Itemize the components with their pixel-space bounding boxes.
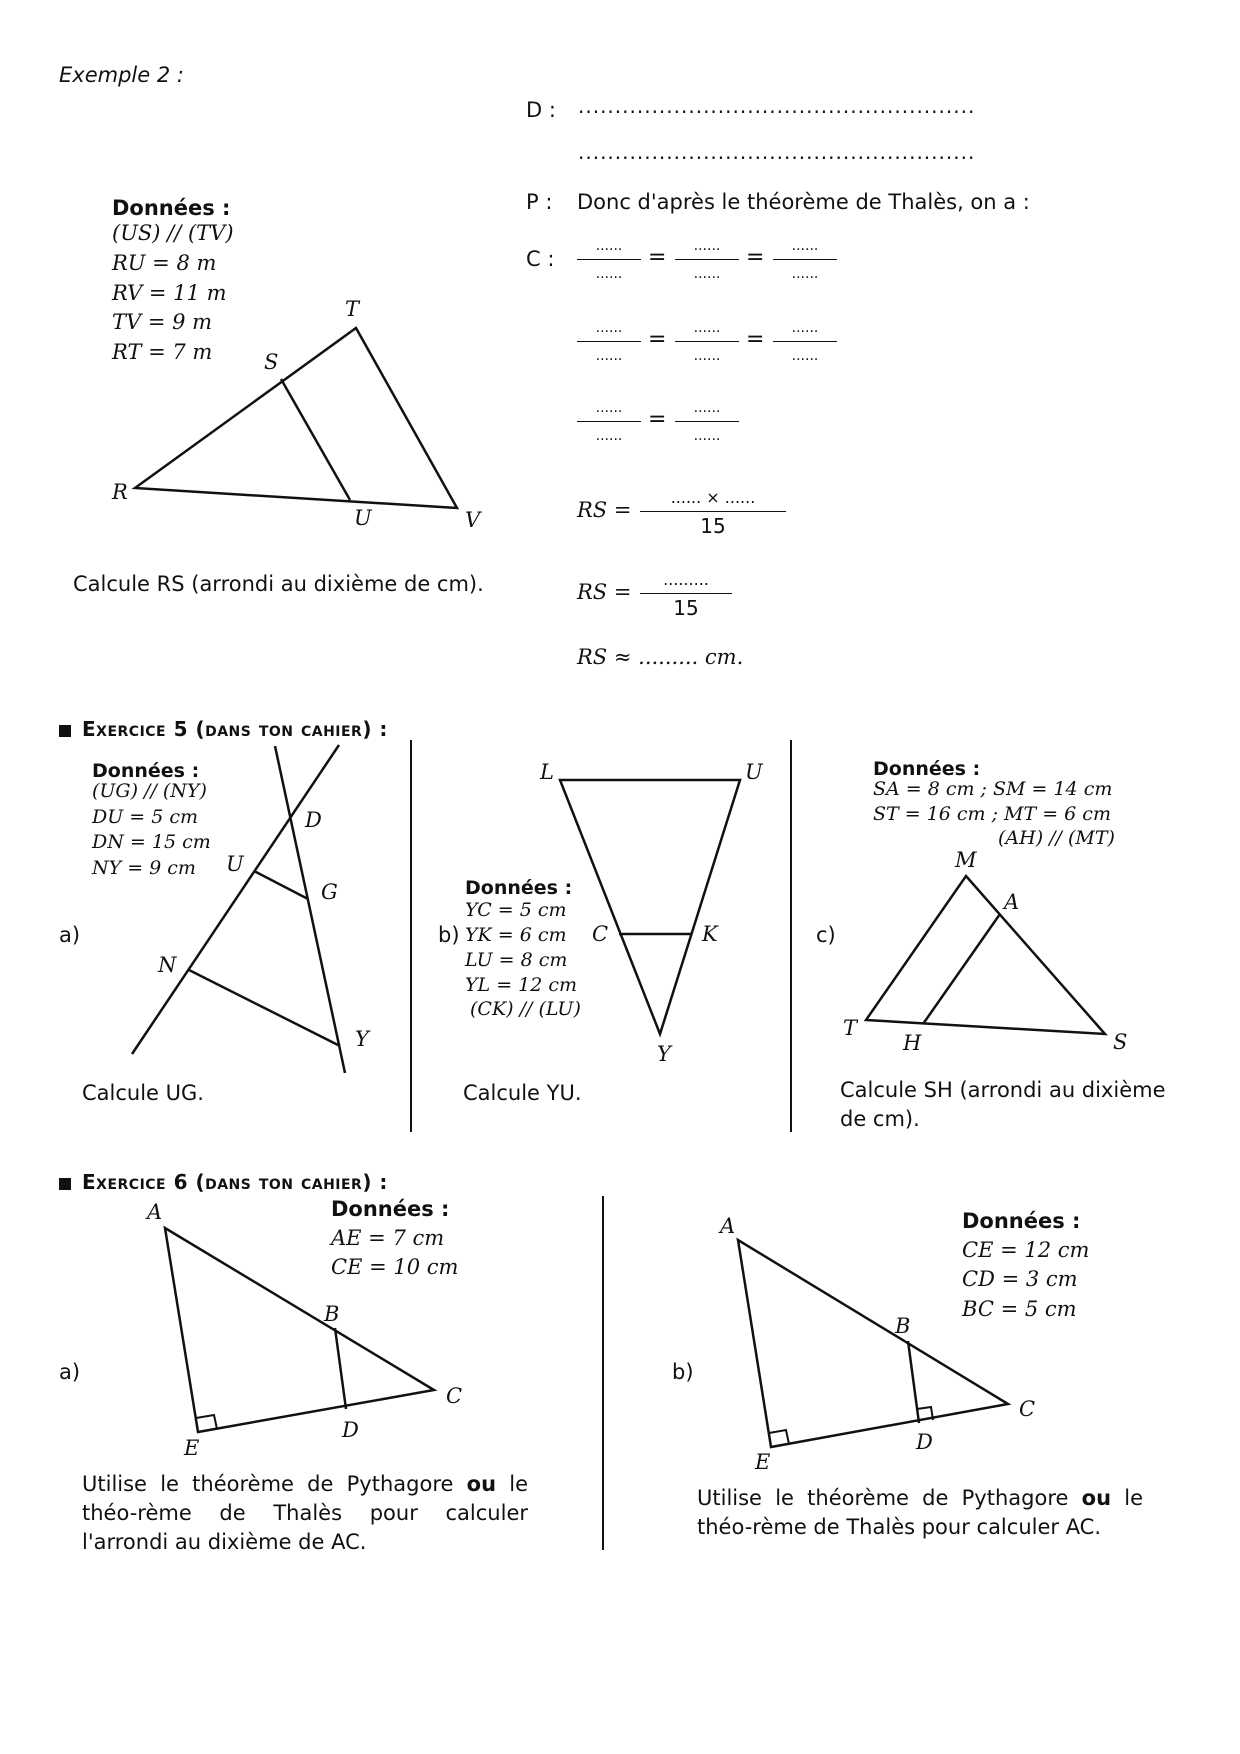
ex6b-point-e: E: [755, 1450, 771, 1474]
ex6a-point-d: D: [342, 1418, 359, 1442]
fraction: ...... ......: [773, 238, 837, 282]
ex6a-donnee-2: CE = 10 cm: [331, 1255, 459, 1279]
ex5b-donnee-1: YC = 5 cm: [465, 899, 567, 921]
ex5b-point-k: K: [702, 922, 718, 946]
ex5b-point-c: C: [592, 922, 609, 946]
example-donnee-4: TV = 9 m: [112, 310, 213, 334]
exercise5-title: Exercice 5 (dans ton cahier) :: [82, 717, 388, 741]
example-donnee-5: RT = 7 m: [112, 340, 213, 364]
ex6a-task: Utilise le théorème de Pythagore ou le théo-rème de Thalès pour calculer l'arrondi au dixième de AC.: [82, 1472, 529, 1554]
ex5b-point-u: U: [745, 760, 763, 784]
step-d-line1: ......................................................: [578, 94, 976, 118]
ex6a-point-c: C: [446, 1384, 463, 1408]
ex5b-donnee-2: YK = 6 cm: [465, 924, 567, 946]
ex6b-point-c: C: [1019, 1397, 1036, 1421]
ex6b-task: Utilise le théorème de Pythagore ou le théo-rème de Thalès pour calculer AC.: [697, 1486, 1144, 1539]
ex5c-label: c): [816, 923, 836, 947]
exercise6-title: Exercice 6 (dans ton cahier) :: [82, 1170, 388, 1194]
fraction: ...... ......: [675, 400, 739, 444]
equal-sign: =: [746, 245, 765, 270]
fraction: ...... ......: [577, 238, 641, 282]
rs-formula-2-lhs: RS =: [577, 580, 632, 604]
ex6b-point-b: B: [895, 1314, 911, 1338]
ex5b-task: Calcule YU.: [463, 1081, 582, 1105]
ex5c-donnee-2: ST = 16 cm ; MT = 6 cm: [873, 803, 1111, 825]
equal-sign: =: [648, 245, 667, 270]
ex5a-task: Calcule UG.: [82, 1081, 204, 1105]
step-p-text: Donc d'après le théorème de Thalès, on a :: [577, 190, 1030, 214]
ex5b-donnee-4: YL = 12 cm: [465, 974, 578, 996]
step-c-label: C :: [526, 247, 555, 271]
ex5c-point-m: M: [955, 848, 977, 872]
ex5c-point-h: H: [903, 1031, 922, 1055]
ex6b-donnees-title: Données :: [962, 1209, 1081, 1233]
rs-result: RS ≈ ......... cm.: [577, 645, 744, 669]
ex6a-point-b: B: [324, 1302, 340, 1326]
example-donnees-title: Données :: [112, 196, 231, 220]
ex5a-donnee-2: DU = 5 cm: [92, 806, 199, 828]
fraction: ...... ......: [773, 320, 837, 364]
ex5a-point-u: U: [226, 852, 244, 876]
fraction: ...... ......: [577, 320, 641, 364]
ex5c-donnees-title: Données :: [873, 758, 981, 780]
equal-sign: =: [648, 407, 667, 432]
point-s-label: S: [264, 350, 279, 374]
ex6b-point-d: D: [916, 1430, 933, 1454]
point-v-label: V: [465, 508, 481, 532]
ex5a-point-y: Y: [355, 1027, 369, 1051]
fraction: ...... ......: [675, 320, 739, 364]
ex6b-point-a: A: [720, 1214, 736, 1238]
ex5a-label: a): [59, 923, 81, 947]
ex6a-donnee-1: AE = 7 cm: [331, 1226, 445, 1250]
ex5c-donnee-3: (AH) // (MT): [998, 827, 1115, 849]
ex5b-point-y: Y: [657, 1042, 671, 1066]
example-donnee-2: RU = 8 m: [112, 251, 217, 275]
ex6b-donnee-3: BC = 5 cm: [962, 1297, 1077, 1321]
ex5c-point-s: S: [1113, 1030, 1128, 1054]
ex5a-point-d: D: [305, 808, 322, 832]
ex5c-donnee-1: SA = 8 cm ; SM = 14 cm: [873, 778, 1113, 800]
ex6b-label: b): [672, 1360, 694, 1384]
point-r-label: R: [112, 480, 128, 504]
ex5a-donnees-title: Données :: [92, 760, 200, 782]
equal-sign: =: [746, 327, 765, 352]
rs-formula-2-fraction: ......... 15: [640, 572, 732, 616]
ex6a-label: a): [59, 1360, 81, 1384]
ex6b-donnee-1: CE = 12 cm: [962, 1238, 1090, 1262]
step-d-label: D :: [526, 98, 556, 122]
equal-sign: =: [648, 327, 667, 352]
ex6b-donnee-2: CD = 3 cm: [962, 1267, 1078, 1291]
ex5c-point-a: A: [1004, 890, 1020, 914]
rs-formula-1-fraction: ...... × ...... 15: [640, 490, 786, 534]
ex5a-donnee-3: DN = 15 cm: [92, 831, 211, 853]
step-p-label: P :: [526, 190, 553, 214]
fraction: ...... ......: [577, 400, 641, 444]
ex6a-point-e: E: [184, 1436, 200, 1460]
example-title: Exemple 2 :: [59, 63, 184, 87]
ex5b-donnees-title: Données :: [465, 877, 573, 899]
example-donnee-1: (US) // (TV): [112, 221, 234, 245]
point-t-label: T: [345, 297, 360, 321]
ex5b-donnee-3: LU = 8 cm: [465, 949, 568, 971]
ex5a-donnee-1: (UG) // (NY): [92, 780, 207, 802]
ex5c-task-line2: de cm).: [840, 1107, 920, 1131]
ex5a-point-n: N: [158, 953, 177, 977]
ex5b-point-l: L: [540, 760, 554, 784]
ex5c-task-line1: Calcule SH (arrondi au dixième: [840, 1078, 1166, 1102]
point-u-label: U: [354, 506, 372, 530]
rs-formula-1-lhs: RS =: [577, 498, 632, 522]
example-task: Calcule RS (arrondi au dixième de cm).: [73, 572, 484, 596]
ex6a-point-a: A: [147, 1200, 163, 1224]
example-donnee-3: RV = 11 m: [112, 281, 227, 305]
ex5a-point-g: G: [321, 880, 338, 904]
ex5c-point-t: T: [843, 1016, 858, 1040]
step-d-line2: ......................................................: [578, 140, 976, 164]
ex5b-label: b): [438, 923, 460, 947]
ex6a-donnees-title: Données :: [331, 1197, 450, 1221]
ex5a-donnee-4: NY = 9 cm: [92, 857, 196, 879]
fraction: ...... ......: [675, 238, 739, 282]
ex5b-donnee-5: (CK) // (LU): [470, 998, 581, 1020]
